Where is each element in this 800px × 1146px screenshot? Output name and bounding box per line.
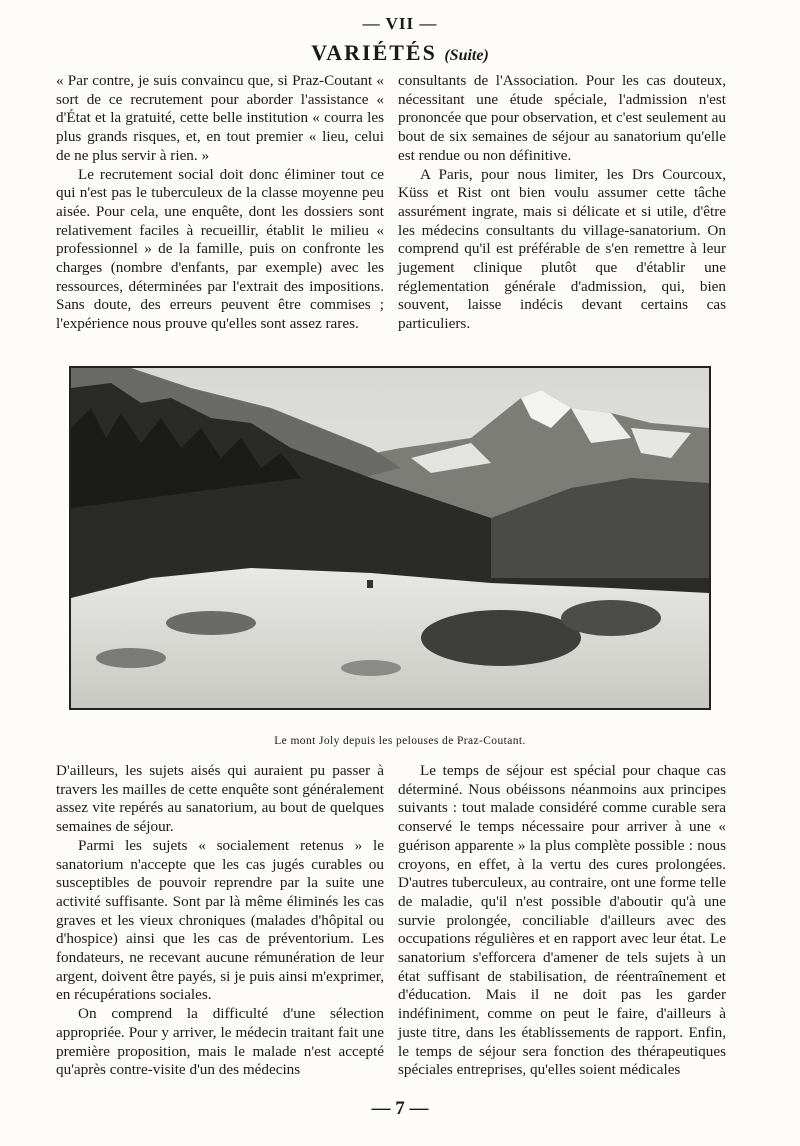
column-top-right [398, 72, 726, 334]
heading-title: VARIÉTÉS [311, 40, 437, 65]
paragraph: On comprend la difficulté d'une sélection appropriée. Pour y arriver, le médecin traitant fait une première proposition, mais le malade n'est accepté qu'après contre-visite d'un des médecins [56, 1005, 384, 1079]
paragraph: Parmi les sujets « socialement retenus » le sanatorium n'accepte que les cas jugés curables ou susceptibles de pouvoir reprendre par la suite une activité suffisante. Sont par là même éliminés les cas graves et les vieux chroniques (malades d'hôpital ou d'hospice) ainsi que les cas de préventorium. Les fondateurs, ne recevant aucune rémunération de leur argent, doivent être payés, si je puis ainsi m'exprimer, en récupérations sociales. [56, 836, 384, 1004]
page-number-top: — VII — [362, 14, 438, 33]
column-bottom-right [398, 762, 726, 1080]
paragraph: D'ailleurs, les sujets aisés qui auraient pu passer à travers les mailles de cette enquête sont généralement assez vite repérés au sanatorium, au bout de quelques semaines de séjour. [56, 762, 384, 836]
paragraph: « Par contre, je suis convaincu que, si Praz-Coutant « sort de ce recrutement pour aborder l'assistance « d'État et la gratuité, cette belle institution « courra les plus grands risques, et, en tout premier « lieu, celui de ne plus servir à rien. » [56, 72, 384, 164]
photo-caption: Le mont Joly depuis les pelouses de Praz-Coutant. [274, 735, 526, 747]
paragraph: Le temps de séjour est spécial pour chaque cas déterminé. Nous obéissons néanmoins aux principes suivants : tout malade considéré comme curable sera conservé le temps nécessaire pour arriver à une « guérison apparente » la plus complète possible : nous croyons, en effet, à la vertu des cures prolongées. D'autres tuberculeux, au contraire, ont une forme telle de maladie, qu'il n'est possible d'aboutir qu'à une survie prolongée, conciliable d'ailleurs avec des occupations régulières et en rapport avec leur état. Le sanatorium s'efforcera d'amener de tels sujets à un état suffisant de stabilisation, de réentraînement et d'éducation. Mais il ne doit pas les garder indéfiniment, comme on peut le faire, d'ailleurs à juste titre, dans les établissements de rapport. Enfin, le temps de séjour sera fonction des thérapeutiques spéciales entreprises, qu'elles soient médicales [398, 762, 726, 1079]
page-number-bottom: — 7 — [371, 1098, 429, 1119]
heading-suite: (Suite) [444, 47, 489, 64]
column-bottom-left [56, 762, 384, 1080]
section-heading [0, 40, 800, 66]
paragraph: consultants de l'Association. Pour les cas douteux, nécessitant une étude spéciale, l'admission n'est prononcée que pour observation, et c'est seulement au bout de six semaines de séjour au sanatorium qu'elle est rendue ou non définitive. [398, 72, 726, 164]
paragraph: A Paris, pour nous limiter, les Drs Courcoux, Küss et Rist ont bien voulu assumer cette tâche assurément ingrate, mais si délicate et si utile, d'être les médecins consultants du village-sanatorium. On comprend qu'il est préférable de s'en remettre à leur jugement clinique plutôt que d'établir une réglementation générale d'admission, qui, bien souvent, laisse indécis devant certains cas particuliers. [398, 165, 726, 333]
mountain-photo [69, 366, 711, 710]
paragraph: Le recrutement social doit donc éliminer tout ce qui n'est pas le tuberculeux de la classe moyenne peu aisée. Pour cela, une enquête, dont les dossiers sont relativement faciles à recueillir, établit le milieu « professionnel » de la famille, puis on confronte les charges (nombre d'enfants, par exemple) avec les ressources, déterminées par l'extrait des impositions. Sans doute, des erreurs peuvent être commises ; l'expérience nous prouve qu'elles sont assez rares. [56, 165, 384, 333]
column-top-left [56, 72, 384, 334]
